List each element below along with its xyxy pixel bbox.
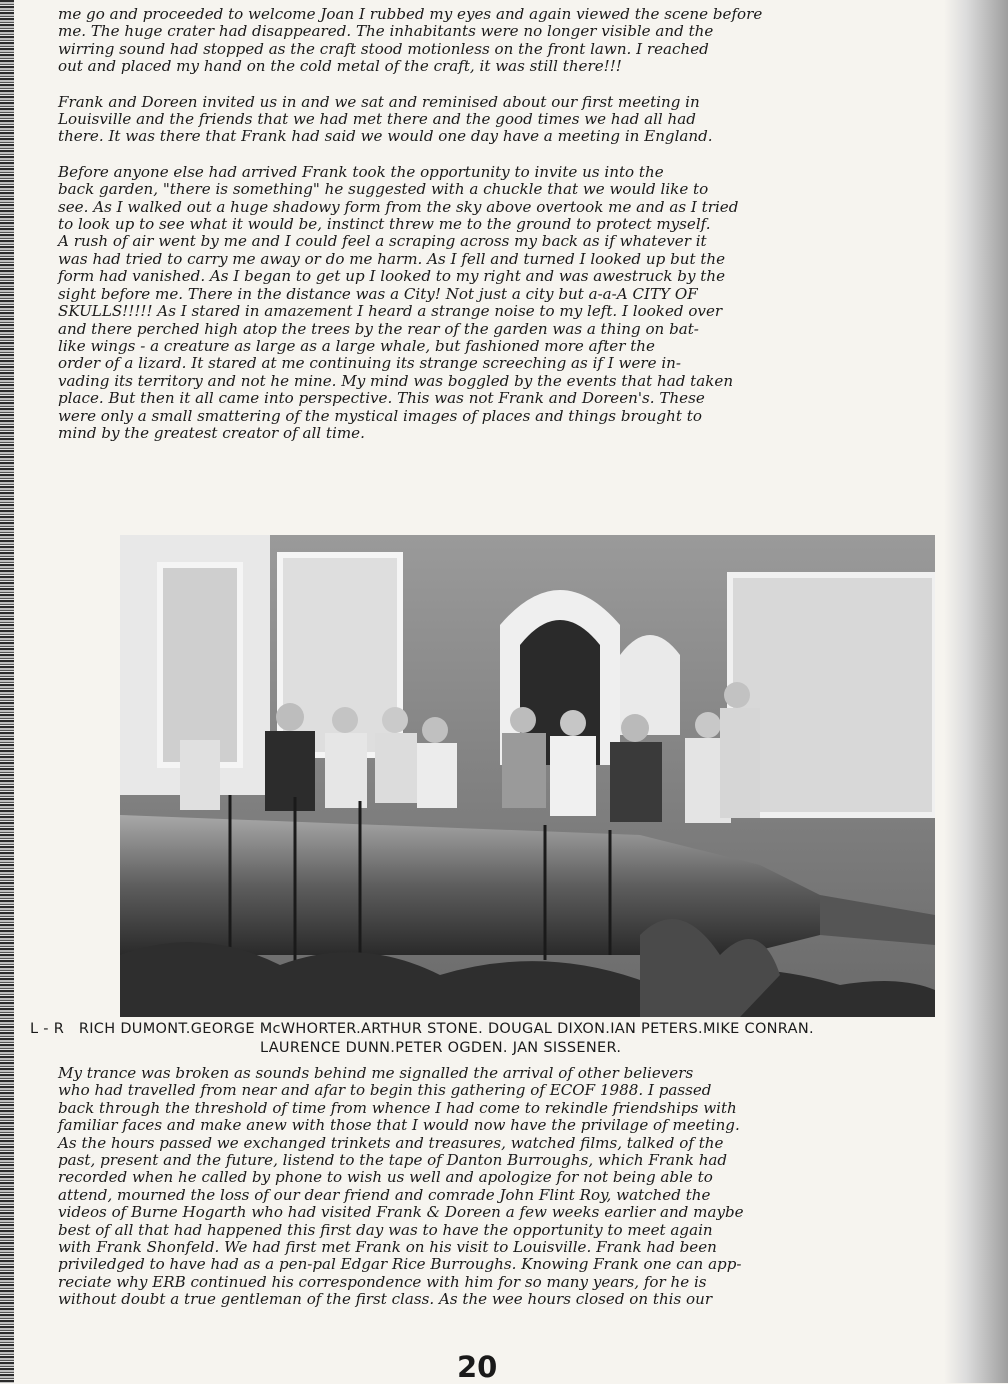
page-number: 20 <box>457 1350 498 1384</box>
spiral-binding <box>0 0 14 1383</box>
group-photo-icon <box>120 535 935 1017</box>
paragraph-2: Frank and Doreen invited us in and we sat and reminised about our first meeting in Louisville and the friends that we had met there and the good times we had all had there. It was there that Frank had said we would one day have a meeting in England. <box>58 92 713 146</box>
paragraph-4: My trance was broken as sounds behind me signalled the arrival of other believers who had travelled from near and afar to begin this gathering of ECOF 1988. I passed back through the threshold of time from whence I had come to rekindle friendships with familiar faces and make anew with those that I would now have the privilage of meeting. As the hours passed we exchanged trinkets and treasures, watched films, talked of the past, present and the future, listend to the tape of Danton Burroughs, which Frank had recorded when he called by phone to wish us well and apologize for not being able to attend, mourned the loss of our dear friend and comrade John Flint Roy, watched the videos of Burne Hogarth who had visited Frank & Doreen a few weeks earlier and maybe best of all that had happened this first day was to have the opportunity to meet again with Frank Shonfeld. We had first met Frank on his visit to Louisville. Frank had been priviledged to have had as a pen-pal Edgar Rice Burroughs. Knowing Frank one can app- reciate why ERB continued his correspondence with him for so many years, for he is without doubt a true gentleman of the first class. As the wee hours closed on this our <box>58 1064 744 1309</box>
article-body <box>58 6 942 442</box>
group-photo <box>120 535 935 1017</box>
page-edge-shadow <box>944 0 1008 1383</box>
paragraph-1: me go and proceeded to welcome Joan I rubbed my eyes and again viewed the scene before me. The huge crater had disappeared. The inhabitants were no longer visible and the wirring sound had stopped as the craft stood motionless on the front lawn. I reached out and placed my hand on the cold metal of the craft, it was still there!!! <box>58 5 763 76</box>
photo-caption <box>30 1020 970 1058</box>
caption-line-1: L - R RICH DUMONT.GEORGE McWHORTER.ARTHUR STONE. DOUGAL DIXON.IAN PETERS.MIKE CONRAN. <box>30 1021 814 1037</box>
caption-line-2: LAURENCE DUNN.PETER OGDEN. JAN SISSENER. <box>260 1040 622 1056</box>
paragraph-3: Before anyone else had arrived Frank took the opportunity to invite us into the back garden, "there is something" he suggested with a chuckle that we would like to see. As I walked out a huge shadowy form from the sky above overtook me and as I tried to look up to see what it would be, instinct threw me to the ground to protect myself. A rush of air went by me and I could feel a scraping across my back as if whatever it was had tried to carry me away or do me harm. As I fell and turned I looked up but the form had vanished. As I began to get up I looked to my right and was awestruck by the sight before me. There in the distance was a City! Not just a city but a-a-A CITY OF SKULLS!!!!! As I stared in amazement I heard a strange noise to my left. I looked over and there perched high atop the trees by the rear of the garden was a thing on bat- like wings - a creature as large as a large whale, but fashioned more after the order of a lizard. It stared at me continuing its strange screeching as if I were in- vading its territory and not he mine. My mind was boggled by the events that had taken place. But then it all came into perspective. This was not Frank and Doreen's. These were only a small smattering of the mystical images of places and things brought to mind by the greatest creator of all time. <box>58 162 739 442</box>
